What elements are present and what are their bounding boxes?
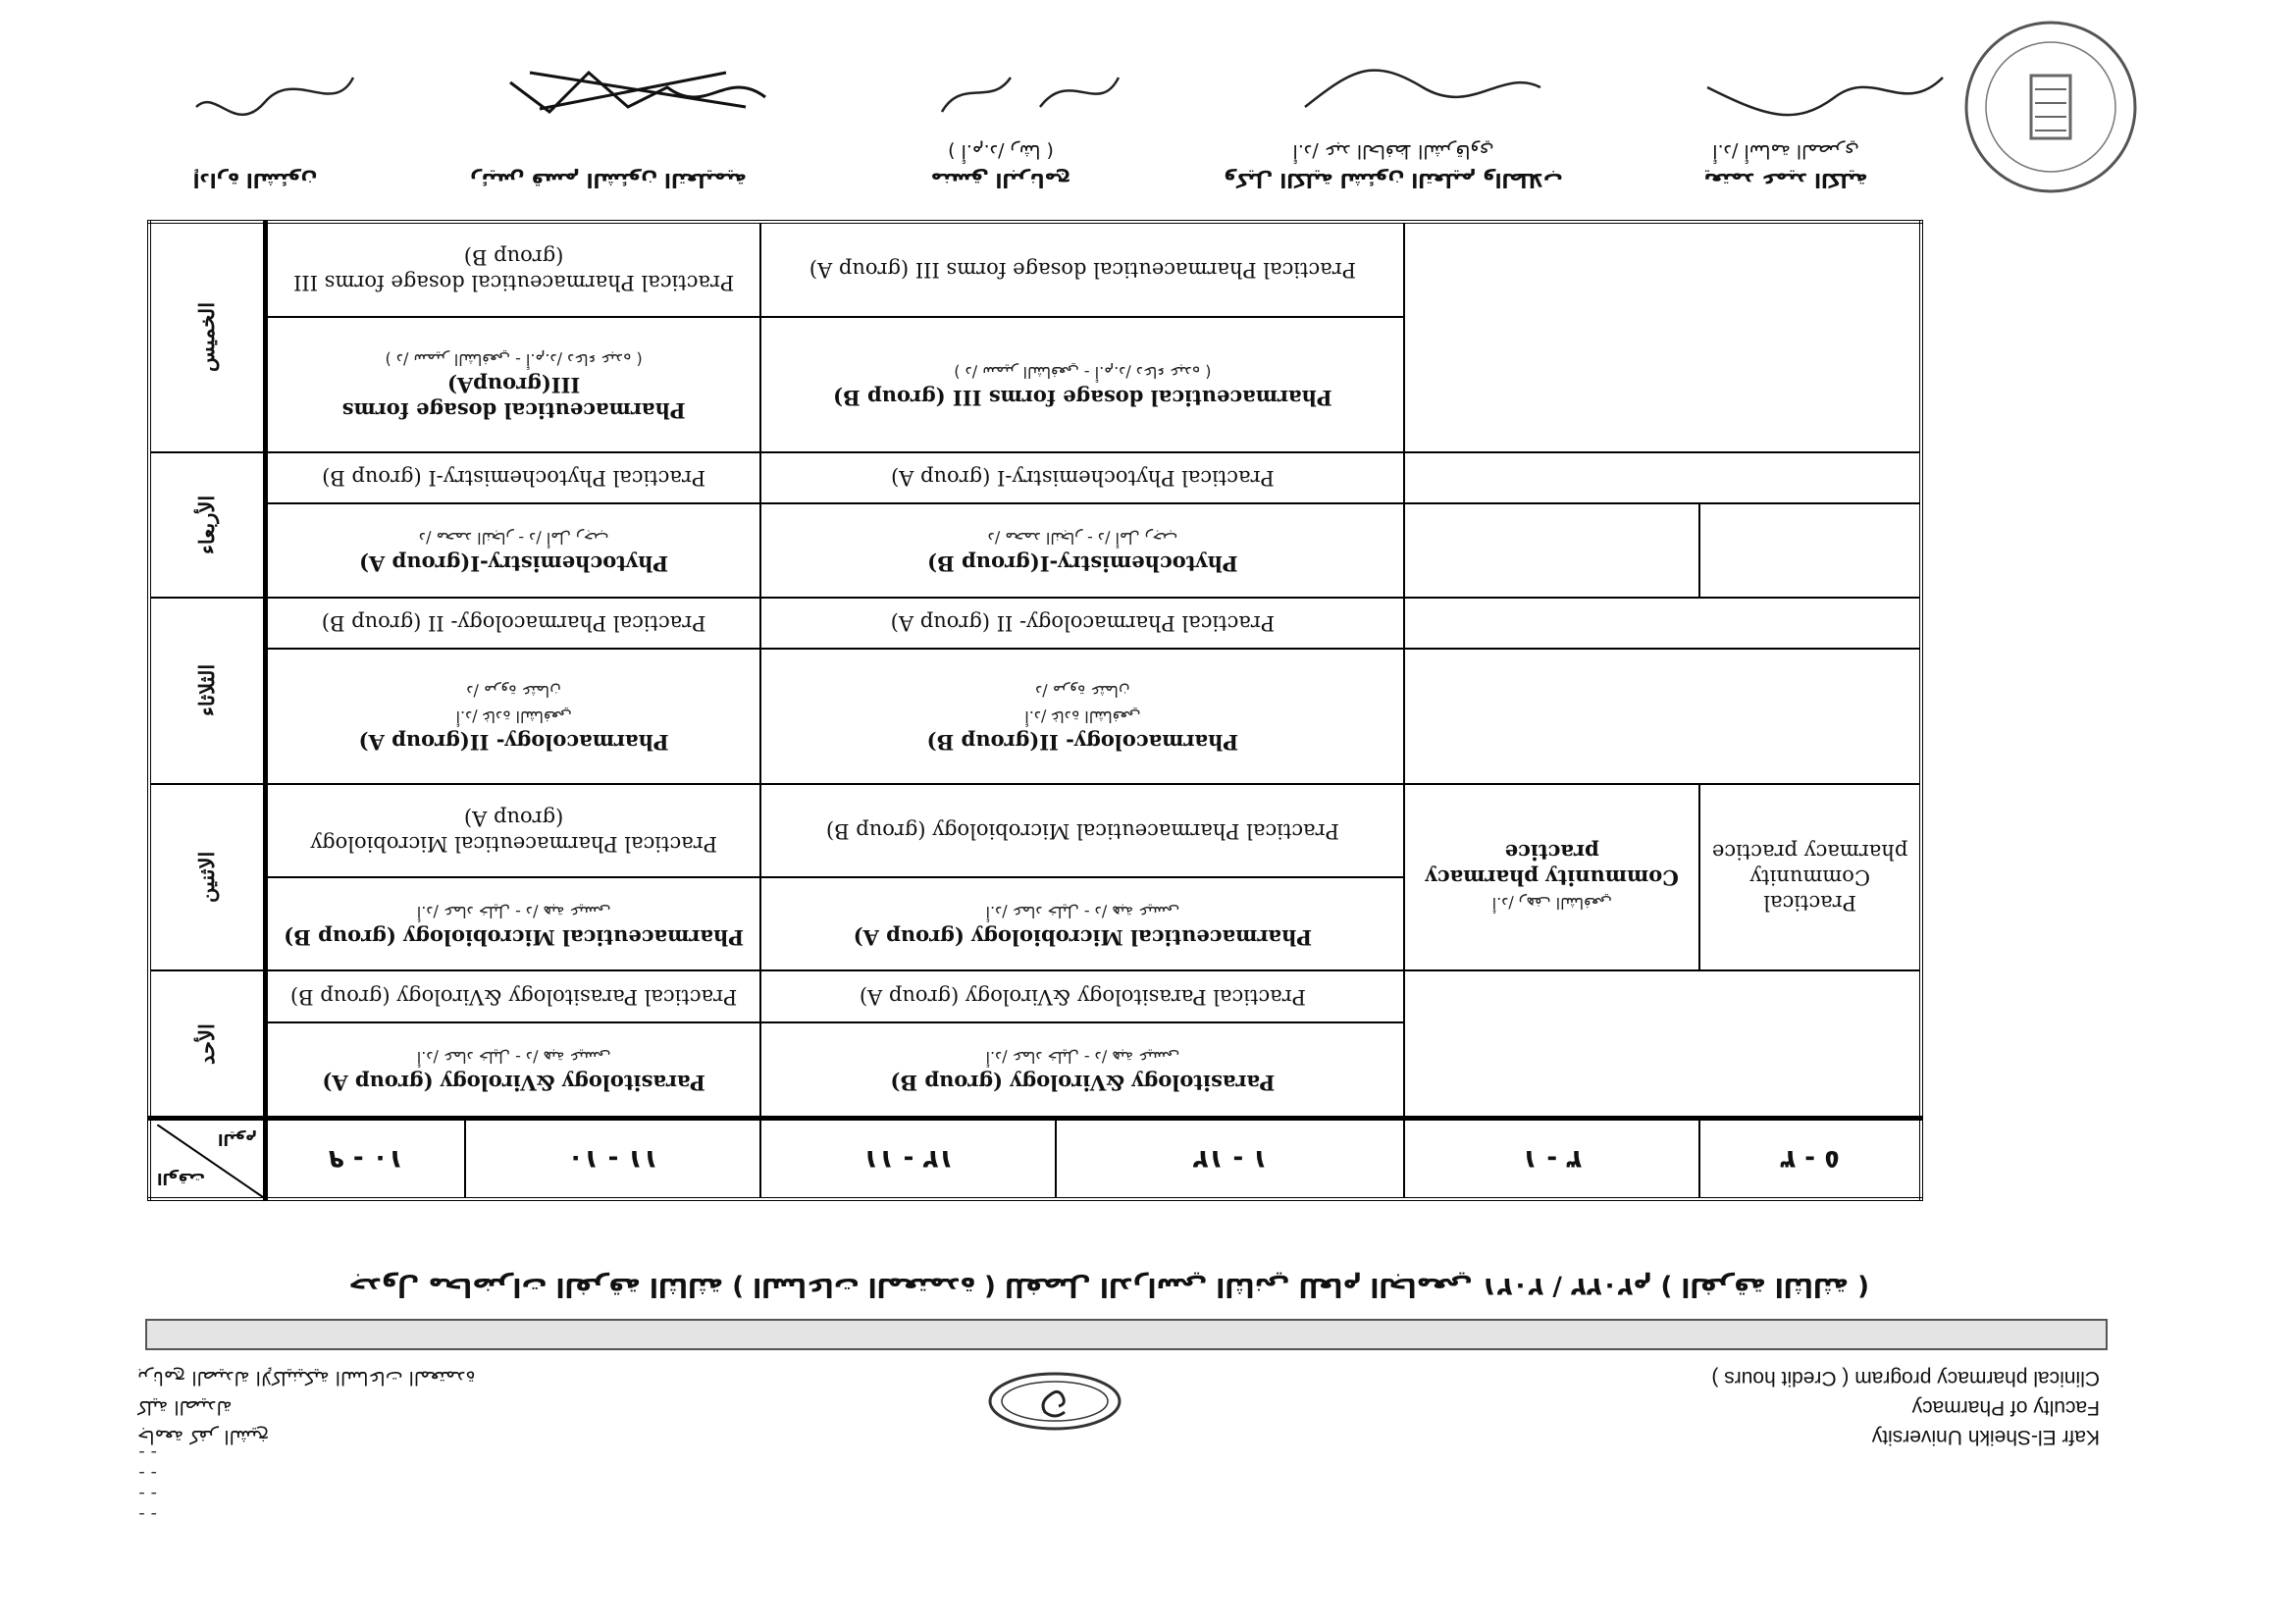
signature-education-head: رئيس قسم الشئون التعليمية xyxy=(432,166,785,195)
course-cell: Pharmaceutical Microbiology (group B) أ.د/ عماد خليل - د/ هبة عيسى xyxy=(265,877,760,970)
time-slot: ١٠ - ١١ xyxy=(466,1119,761,1200)
day-label: الثلاثاء xyxy=(149,598,265,784)
signature-vice-dean: وكيل الكلية لشئون التعليم والطلاب أ.د/ عبد الحافظ الشرقاوي xyxy=(1217,136,1570,195)
course-cell: أ.د/ رهف الشافعي Community pharmacy practice xyxy=(1404,784,1699,970)
practical-cell: Practical Phytochemistry-I (group A) xyxy=(761,452,1405,504)
practical-cell: Practical Phytochemistry-I (group B) xyxy=(265,452,760,504)
table-row xyxy=(149,317,1921,452)
signature-dean: يعتمد عميد الكلية أ.د/ أسامة المصري xyxy=(1609,136,1962,195)
signature-scrawl-icon xyxy=(1276,58,1570,127)
course-cell: Phytochemistry-I(group A) د/ محمد النجار - د/ أمل رجب xyxy=(265,503,760,597)
time-slot: ٩ - ١٠ xyxy=(265,1119,465,1200)
time-slot: ١١ - ١٢ xyxy=(761,1119,1057,1200)
course-cell: Pharmacology- II(group B) أ.د/ غادة الشافعي د/ مروة عثمان xyxy=(761,649,1405,784)
course-cell: Phytochemistry-I(group B) د/ محمد النجار - د/ أمل رجب xyxy=(761,503,1405,597)
margin-marks: - - - - - - - - xyxy=(138,1442,157,1525)
program-name: Clinical pharmacy program ( Credit hours ) xyxy=(1711,1367,2100,1389)
course-cell: Parasitology &Virology (group A) أ.د/ عماد خليل - د/ هبة عيسى xyxy=(265,1022,760,1119)
course-cell: Parasitology &Virology (group B) أ.د/ عماد خليل - د/ هبة عيسى xyxy=(761,1022,1405,1119)
time-slot: ٣ - ٥ xyxy=(1699,1119,1921,1200)
table-row xyxy=(149,503,1921,597)
empty-cell xyxy=(1404,970,1921,1118)
schedule-table xyxy=(147,220,1923,1201)
empty-cell xyxy=(1404,452,1921,504)
table-row xyxy=(149,598,1921,650)
course-cell: Practical Community pharmacy practice xyxy=(1699,784,1921,970)
table-row xyxy=(149,452,1921,504)
corner-day-label: اليوم xyxy=(217,1130,257,1149)
practical-cell: Practical Pharmaceutical dosage forms III (group A) xyxy=(761,222,1405,317)
practical-cell: Practical Parasitology &Virology (group B) xyxy=(265,970,760,1022)
empty-cell xyxy=(1404,598,1921,650)
time-header-row xyxy=(149,1119,1921,1200)
corner-cell xyxy=(149,1119,265,1200)
schedule-title: جدول محاضرات الفرقة الثالثة ( الساعات المعتمدة ) للفصل الدراسي الثاني للعام الجامعي ٢٠٢١ / ٢٠٢٢م ( الفرقة الثالثة ) xyxy=(348,1272,1869,1301)
header-arabic xyxy=(137,1363,475,1451)
signature-scrawl-icon xyxy=(1668,58,1962,127)
course-cell: Pharmacology- II(group A) أ.د/ غادة الشافعي د/ مروة عثمان xyxy=(265,649,760,784)
practical-cell: Practical Pharmaceutical Microbiology (group B) xyxy=(761,784,1405,877)
time-slot: ١٢ - ١ xyxy=(1057,1119,1405,1200)
faculty-logo-icon xyxy=(986,1371,1123,1432)
signature-scrawl-icon xyxy=(883,58,1177,127)
course-cell: Pharmaceutical Microbiology (group A) أ.د/ عماد خليل - د/ هبة عيسى xyxy=(761,877,1405,970)
practical-cell: Practical Pharmaceutical Microbiology (group A) xyxy=(265,784,760,877)
faculty-name: Faculty of Pharmacy xyxy=(1911,1396,2100,1419)
header-english xyxy=(1711,1363,2100,1451)
header-divider-bar xyxy=(145,1319,2108,1350)
signature-scrawl-icon xyxy=(137,58,432,127)
corner-time-label: الوقت xyxy=(157,1170,205,1188)
table-row xyxy=(149,877,1921,970)
time-slot: ١ - ٣ xyxy=(1404,1119,1699,1200)
practical-cell: Practical Pharmacology- II (group A) xyxy=(761,598,1405,650)
empty-cell xyxy=(1699,503,1921,597)
signature-coordinator: منسق البرنامج ( أ.م.د/ رشا ) xyxy=(824,136,1177,195)
course-cell: Pharmaceutical dosage forms III (group B) ( د/ سمير الشافعي - أ.م.د/ دعاء عبده ) xyxy=(761,317,1405,452)
practical-cell: Practical Parasitology &Virology (group A) xyxy=(761,970,1405,1022)
practical-cell: Practical Pharmacology- II (group B) xyxy=(265,598,760,650)
official-seal-icon xyxy=(1933,19,2159,195)
day-label: الاثنين xyxy=(149,784,265,970)
table-row xyxy=(149,649,1921,784)
course-cell: Pharmaceutical dosage forms III(groupA) ( د/ سمير الشافعي - أ.م.د/ دعاء عبده ) xyxy=(265,317,760,452)
day-label: الخميس xyxy=(149,222,265,452)
empty-cell xyxy=(1404,649,1921,784)
faculty-name-ar: كلية الصيدلة xyxy=(137,1396,233,1418)
day-label: الأربعاء xyxy=(149,452,265,598)
program-name-ar: برنامج الصيدلة الإكلينيكية الساعات المعتمدة xyxy=(137,1367,476,1388)
university-name-ar: جامعة كفر الشيخ xyxy=(137,1426,270,1447)
signature-scrawl-icon xyxy=(491,58,785,127)
empty-cell xyxy=(1404,222,1921,452)
empty-cell xyxy=(1404,503,1699,597)
university-name: Kafr El-Sheikh University xyxy=(1871,1426,2100,1448)
table-row xyxy=(149,1022,1921,1119)
signature-affairs: إدارة الشئون xyxy=(78,166,432,195)
practical-cell: Practical Pharmaceutical dosage forms III (group B) xyxy=(265,222,760,317)
day-label: الأحد xyxy=(149,970,265,1118)
signature-block xyxy=(137,19,2159,195)
